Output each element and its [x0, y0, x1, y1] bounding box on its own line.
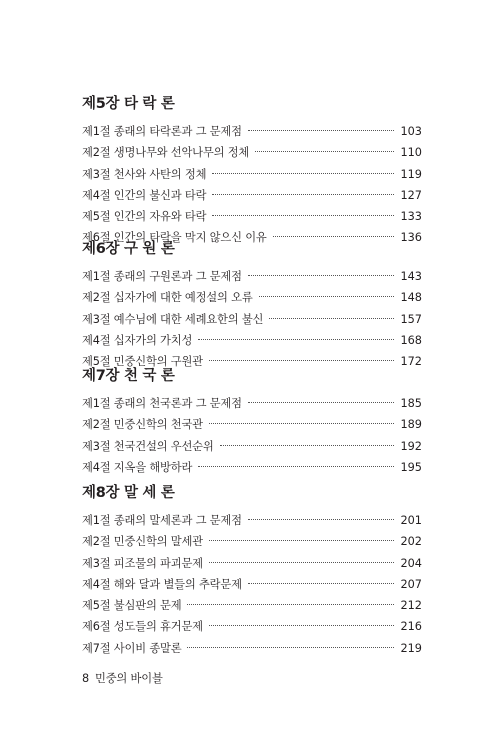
entry-page-number: 157 — [400, 312, 422, 326]
toc-entry — [82, 394, 422, 413]
entry-page-number: 168 — [400, 333, 422, 347]
entry-title: 제7절 사이비 종말론 — [82, 641, 182, 655]
toc-entry — [82, 288, 422, 307]
entry-title: 제4절 해와 달과 별들의 추락문제 — [82, 577, 242, 591]
dot-leader — [209, 423, 394, 424]
dot-leader — [248, 130, 394, 131]
dot-leader — [255, 151, 394, 152]
toc-entry — [82, 267, 422, 286]
chapter-5 — [82, 94, 422, 250]
entry-title: 제5절 민중신학의 구원관 — [82, 355, 203, 369]
dot-leader — [209, 625, 394, 626]
toc-entry — [82, 617, 422, 636]
entry-page-number: 192 — [400, 439, 422, 453]
entry-title: 제2절 민중신학의 천국관 — [82, 418, 203, 432]
entry-title: 제5절 불심판의 문제 — [82, 599, 182, 613]
dot-leader — [209, 562, 394, 563]
entry-title: 제4절 지옥을 해방하라 — [82, 460, 193, 474]
entry-title: 제3절 예수님에 대한 세례요한의 불신 — [82, 312, 264, 326]
entry-page-number: 185 — [400, 397, 422, 410]
entry-title: 제2절 십자가에 대한 예정설의 오류 — [82, 291, 253, 305]
entry-page-number: 201 — [400, 514, 422, 527]
entry-page-number: 110 — [400, 146, 422, 160]
toc-entry — [82, 458, 422, 477]
page-footer — [82, 670, 169, 686]
entry-page-number: 119 — [400, 167, 422, 181]
entry-page-number: 212 — [400, 599, 422, 613]
toc-entry — [82, 532, 422, 551]
toc-entry — [82, 331, 422, 350]
chapter-6 — [82, 239, 422, 373]
chapter-title: 제7장 천 국 론 — [82, 368, 175, 384]
dot-leader — [187, 604, 394, 605]
entry-title: 제1절 종래의 천국론과 그 문제점 — [82, 397, 242, 410]
entry-title: 제1절 종래의 구원론과 그 문제점 — [82, 270, 242, 283]
entry-page-number: 207 — [400, 577, 422, 591]
toc-entry — [82, 596, 422, 615]
dot-leader — [187, 647, 394, 648]
toc-entry — [82, 122, 422, 141]
entry-page-number: 195 — [400, 460, 422, 474]
dot-leader — [220, 445, 394, 446]
toc-entry — [82, 575, 422, 594]
entry-page-number: 219 — [400, 641, 422, 655]
dot-leader — [248, 519, 394, 520]
entry-page-number: 143 — [400, 270, 422, 283]
toc-entry — [82, 415, 422, 434]
toc-entry — [82, 207, 422, 226]
entry-title: 제1절 종래의 타락론과 그 문제점 — [82, 125, 242, 138]
entry-title: 제3절 천사와 사탄의 정체 — [82, 167, 207, 181]
entry-title: 제2절 생명나무와 선악나무의 정체 — [82, 146, 250, 160]
entry-page-number: 133 — [400, 210, 422, 224]
chapter-title: 제8장 말 세 론 — [82, 485, 175, 501]
entry-title: 제6절 인간의 타락을 막지 않으신 이유 — [82, 231, 267, 245]
dot-leader — [209, 540, 394, 541]
dot-leader — [248, 583, 394, 584]
entry-page-number: 136 — [400, 231, 422, 245]
dot-leader — [212, 173, 394, 174]
entry-title: 제1절 종래의 말세론과 그 문제점 — [82, 514, 242, 527]
toc-entry — [82, 639, 422, 658]
entry-title: 제3절 천국건설의 우선순위 — [82, 439, 214, 453]
entry-page-number: 172 — [400, 355, 422, 369]
dot-leader — [198, 466, 394, 467]
entry-page-number: 204 — [400, 556, 422, 570]
entry-title: 제5절 인간의 자유와 타락 — [82, 210, 207, 224]
entry-page-number: 148 — [400, 291, 422, 305]
chapter-7 — [82, 366, 422, 479]
entry-title: 제2절 민중신학의 말세관 — [82, 535, 203, 549]
dot-leader — [209, 360, 394, 361]
footer-book-title: 민중의 바이블 — [95, 672, 163, 685]
entry-title: 제4절 인간의 불신과 타락 — [82, 188, 207, 202]
entry-title: 제4절 십자가의 가치성 — [82, 333, 193, 347]
toc-entry — [82, 310, 422, 329]
dot-leader — [269, 318, 394, 319]
toc-entry — [82, 186, 422, 205]
footer-page-number: 8 — [82, 672, 89, 685]
dot-leader — [198, 339, 394, 340]
toc-entry — [82, 143, 422, 162]
toc-entry — [82, 554, 422, 573]
dot-leader — [212, 215, 394, 216]
dot-leader — [248, 275, 394, 276]
entry-page-number: 127 — [400, 188, 422, 202]
entry-page-number: 202 — [400, 535, 422, 549]
entry-title: 제3절 피조물의 파괴문제 — [82, 556, 203, 570]
chapter-title: 제6장 구 원 론 — [82, 241, 175, 257]
entry-title: 제6절 성도들의 휴거문제 — [82, 620, 203, 634]
toc-entry — [82, 511, 422, 530]
toc-entry — [82, 165, 422, 184]
dot-leader — [248, 402, 394, 403]
chapter-title: 제5장 타 락 론 — [82, 96, 175, 112]
dot-leader — [212, 194, 394, 195]
entry-page-number: 216 — [400, 620, 422, 634]
toc-entry — [82, 437, 422, 456]
entry-page-number: 103 — [400, 125, 422, 138]
dot-leader — [273, 236, 394, 237]
entry-page-number: 189 — [400, 418, 422, 432]
chapter-8 — [82, 483, 422, 660]
dot-leader — [259, 296, 394, 297]
